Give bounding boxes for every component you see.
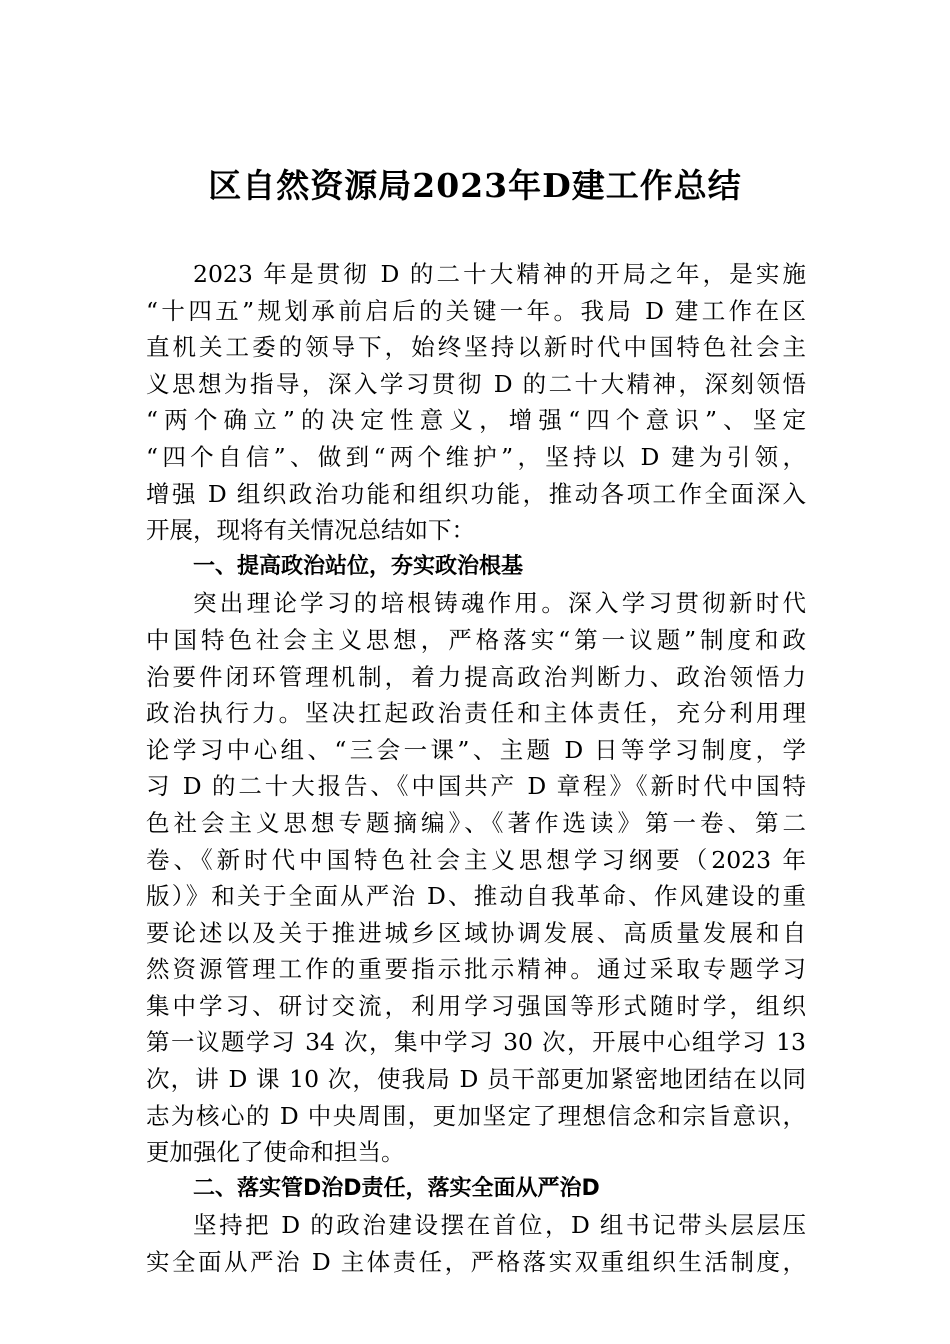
- section-heading: 二、落实管D治D责任，落实全面从严治D: [193, 1175, 600, 1201]
- paragraph-line: 色社会主义思想专题摘编》、《著作选读》第一卷、第二: [146, 808, 806, 837]
- section-heading: 一、提高政治站位，夯实政治根基: [193, 553, 524, 579]
- paragraph-line: 版）》和关于全面从严治 D、推动自我革命、作风建设的重: [146, 882, 806, 911]
- paragraph-line: “四个自信”、做到“两个维护”，坚持以 D 建为引领，: [146, 442, 806, 471]
- paragraph-line: 次，讲 D 课 10 次，使我局 D 员干部更加紧密地团结在以同: [146, 1065, 806, 1094]
- paragraph-line: 论学习中心组、“三会一课”、主题 D 日等学习制度，学: [146, 735, 806, 764]
- paragraph-line: 然资源管理工作的重要指示批示精神。通过采取专题学习: [146, 955, 806, 984]
- paragraph-line: 治要件闭环管理机制，着力提高政治判断力、政治领悟力: [146, 662, 806, 691]
- paragraph-line: “十四五”规划承前启后的关键一年。我局 D 建工作在区: [146, 296, 806, 325]
- document-title: 区自然资源局2023年D建工作总结: [208, 166, 742, 205]
- paragraph-line: 实全面从严治 D 主体责任，严格落实双重组织生活制度，: [146, 1248, 806, 1277]
- paragraph-line: 增强 D 组织政治功能和组织功能，推动各项工作全面深入: [146, 479, 806, 508]
- paragraph-line: 第一议题学习 34 次，集中学习 30 次，开展中心组学习 13: [146, 1028, 806, 1057]
- paragraph-line: 要论述以及关于推进城乡区域协调发展、高质量发展和自: [146, 918, 806, 947]
- paragraph-line: 突出理论学习的培根铸魂作用。深入学习贯彻新时代: [193, 589, 806, 618]
- paragraph-line: 义思想为指导，深入学习贯彻 D 的二十大精神，深刻领悟: [146, 369, 806, 398]
- paragraph-line: “两个确立”的决定性意义，增强“四个意识”、坚定: [146, 406, 806, 435]
- paragraph-line: 2023 年是贯彻 D 的二十大精神的开局之年，是实施: [193, 260, 806, 288]
- paragraph-line: 更加强化了使命和担当。: [146, 1138, 405, 1167]
- paragraph-line: 集中学习、研讨交流，利用学习强国等形式随时学，组织: [146, 991, 806, 1020]
- paragraph-line: 坚持把 D 的政治建设摆在首位，D 组书记带头层层压: [193, 1211, 806, 1240]
- document-body: [146, 256, 806, 1281]
- paragraph-line: 政治执行力。坚决扛起政治责任和主体责任，充分利用理: [146, 699, 806, 728]
- paragraph-line: 习 D 的二十大报告、《中国共产 D 章程》《新时代中国特: [146, 772, 806, 801]
- paragraph-line: 开展，现将有关情况总结如下：: [146, 516, 475, 545]
- paragraph-line: 中国特色社会主义思想，严格落实“第一议题”制度和政: [146, 625, 806, 654]
- paragraph-line: 卷、《新时代中国特色社会主义思想学习纲要（2023 年: [146, 845, 806, 874]
- paragraph-line: 志为核心的 D 中央周围，更加坚定了理想信念和宗旨意识，: [146, 1101, 806, 1130]
- paragraph-line: 直机关工委的领导下，始终坚持以新时代中国特色社会主: [146, 333, 806, 362]
